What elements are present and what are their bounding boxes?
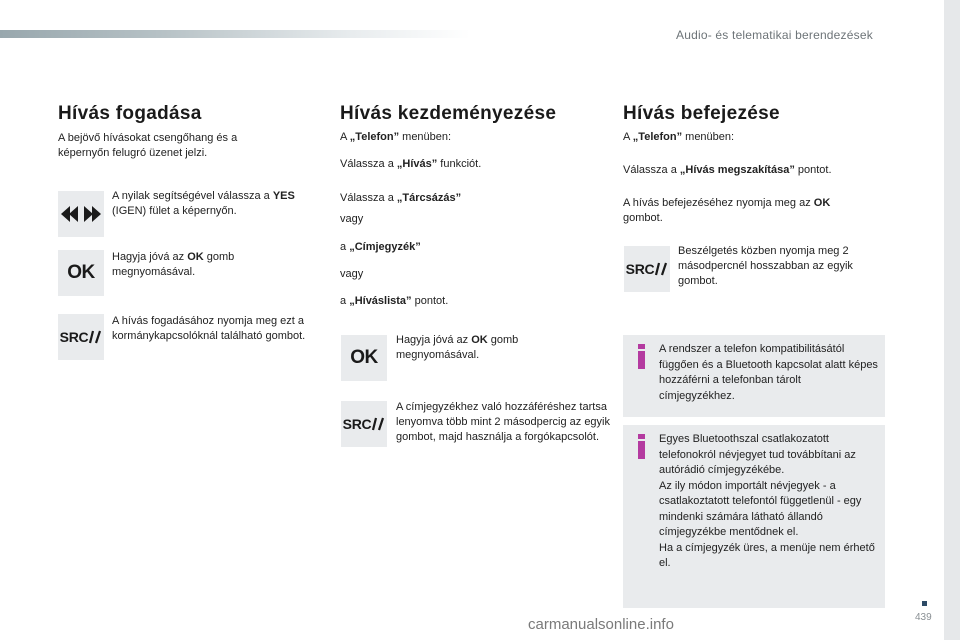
ok-button-box (341, 335, 387, 381)
info-text-contacts-access: A rendszer a telefon kompatibilitásától függően és a Bluetooth kapcsolat alatt képes hozzáférni a telefonban tárolt címjegyzékhez. (659, 343, 878, 402)
end-call-press-ok: A hívás befejezéséhez nyomja meg az OK gombot. (623, 197, 831, 224)
src-phone-button-icon: SRC (343, 416, 386, 432)
or-text-1: vagy (340, 213, 364, 225)
info-box-contacts-access (623, 335, 885, 417)
make-call-step-src: A címjegyzékhez való hozzáféréshez tartsa lenyomva több mint 2 másodpercig az egyik gombot, majd használja a forgókapcsolót. (396, 401, 610, 443)
watermark: carmanualsonline.info (528, 616, 674, 633)
make-call-call-log: a „Híváslista” pontot. (340, 295, 449, 307)
header-gradient-bar (0, 30, 470, 38)
heading-make-call: Hívás kezdeményezése (340, 103, 557, 124)
receive-step-src: A hívás fogadásához nyomja meg ezt a kormánykapcsolóknál található gombot. (112, 315, 306, 342)
receive-intro: A bejövő hívásokat csengőhang és a képernyőn felugró üzenet jelzi. (58, 132, 238, 159)
ok-button-icon: OK (350, 347, 378, 368)
heading-receive-call: Hívás fogadása (58, 103, 202, 124)
heading-end-call: Hívás befejezése (623, 103, 780, 124)
ok-button-box (58, 250, 104, 296)
end-call-select-hangup: Válassza a „Hívás megszakítása” pontot. (623, 164, 832, 176)
src-button-box (341, 401, 387, 447)
make-call-contacts: a „Címjegyzék” (340, 241, 421, 253)
make-call-menu: A „Telefon” menüben: (340, 131, 452, 143)
end-call-menu: A „Telefon” menüben: (623, 131, 735, 143)
src-button-box (58, 314, 104, 360)
src-phone-button-icon: SRC (626, 261, 669, 277)
section-title: Audio- és telematikai berendezések (676, 28, 873, 42)
make-call-step-ok: Hagyja jóvá az OK gomb megnyomásával. (396, 334, 519, 361)
src-button-box (624, 246, 670, 292)
src-phone-button-icon: SRC (60, 329, 103, 345)
arrow-buttons-box (58, 191, 104, 237)
page-edge-strip (944, 0, 960, 640)
page-number: 439 (915, 612, 932, 623)
receive-step-arrows: A nyilak segítségével válassza a YES (IGEN) fület a képernyőn. (112, 190, 295, 217)
make-call-select-dial: Válassza a „Tárcsázás” (340, 192, 462, 204)
end-call-step-src: Beszélgetés közben nyomja meg 2 másodpercnél hosszabban az egyik gombot. (678, 245, 853, 287)
left-right-arrows-icon (61, 206, 101, 222)
page-marker (922, 601, 927, 606)
ok-button-icon: OK (67, 262, 95, 283)
receive-step-ok: Hagyja jóvá az OK gomb megnyomásával. (112, 251, 235, 278)
info-icon (638, 344, 645, 369)
info-icon (638, 434, 645, 459)
info-box-contact-transfer (623, 425, 885, 608)
or-text-2: vagy (340, 268, 364, 280)
info-text-contact-transfer: Egyes Bluetoothszal csatlakozatott telefonokról névjegyet tud továbbítani az autórádió címjegyzékébe. Az ily módon importált névjegyek - a csatlakoztatott telefontól függetlenül - egy mindenki számára látható állandó címjegyzékbe mentődnek el. Ha a címjegyzék üres, a menüje nem érhető el. (659, 433, 875, 569)
make-call-select-call: Válassza a „Hívás” funkciót. (340, 158, 482, 170)
